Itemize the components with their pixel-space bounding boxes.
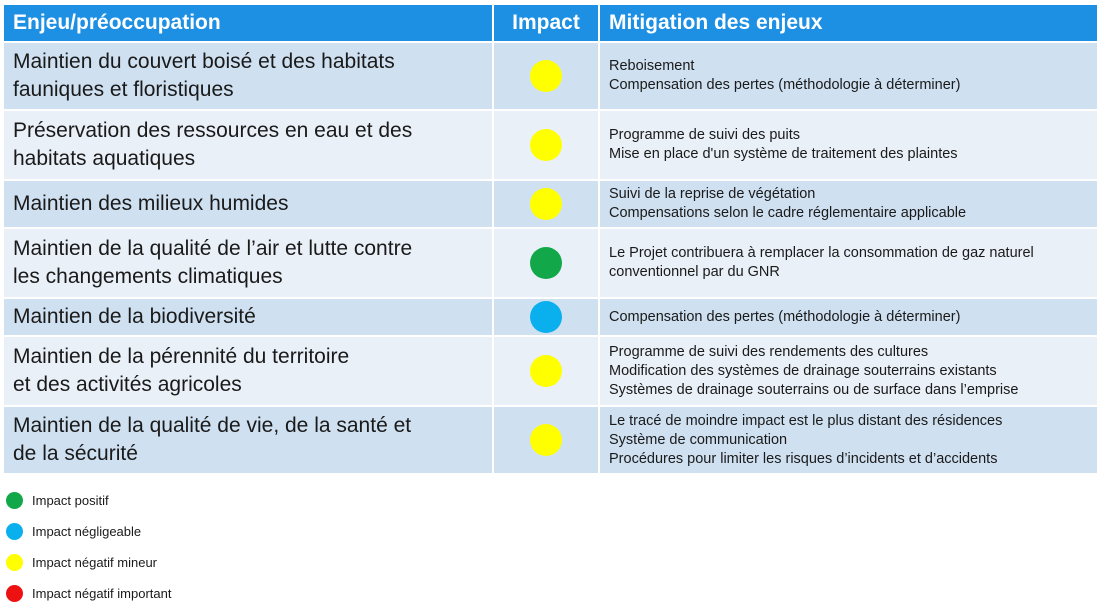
mitigation-line: Reboisement bbox=[609, 58, 695, 74]
impact-indicator-minor-negative bbox=[530, 60, 562, 92]
mitigation-line: Compensation des pertes (méthodologie à déterminer) bbox=[609, 308, 961, 325]
mitigation-cell bbox=[599, 110, 1098, 180]
legend-label: Impact positif bbox=[32, 493, 109, 508]
mitigation-line: Programme de suivi des puits bbox=[609, 127, 800, 143]
mitigation-line: Le Projet contribuera à remplacer la consommation de gaz naturel bbox=[609, 245, 1034, 261]
mitigation-line: Modification des systèmes de drainage souterrains existants bbox=[609, 362, 997, 379]
legend-item bbox=[6, 516, 171, 547]
legend-label: Impact négligeable bbox=[32, 524, 142, 539]
table-row bbox=[3, 336, 1098, 406]
legend bbox=[6, 485, 171, 609]
enjeu-line: de la sécurité bbox=[13, 442, 138, 465]
enjeu-line: Maintien des milieux humides bbox=[13, 192, 289, 215]
enjeu-cell bbox=[3, 110, 493, 180]
mitigation-line: Systèmes de drainage souterrains ou de surface dans l’emprise bbox=[609, 381, 1019, 398]
enjeu-cell bbox=[3, 406, 493, 474]
table-row bbox=[3, 180, 1098, 228]
header-mitigation: Mitigation des enjeux bbox=[599, 4, 1098, 42]
impact-cell bbox=[493, 298, 599, 336]
mitigation-line: Suivi de la reprise de végétation bbox=[609, 186, 816, 202]
enjeu-cell bbox=[3, 228, 493, 298]
enjeu-line: Maintien de la pérennité du territoire bbox=[13, 345, 350, 368]
impact-cell bbox=[493, 336, 599, 406]
table-row bbox=[3, 298, 1098, 336]
impact-cell bbox=[493, 180, 599, 228]
table-row bbox=[3, 110, 1098, 180]
header-impact: Impact bbox=[493, 4, 599, 42]
mitigation-line: Mise en place d'un système de traitement des plaintes bbox=[609, 146, 958, 162]
legend-label: Impact négatif mineur bbox=[32, 555, 158, 570]
mitigation-line: Programme de suivi des rendements des cultures bbox=[609, 343, 929, 360]
legend-dot-minor-negative bbox=[6, 554, 23, 571]
mitigation-line: Système de communication bbox=[609, 431, 788, 448]
table-row bbox=[3, 228, 1098, 298]
impact-indicator-minor-negative bbox=[530, 129, 562, 161]
enjeu-line: Maintien de la biodiversité bbox=[13, 305, 256, 328]
enjeu-line: fauniques et floristiques bbox=[13, 78, 234, 101]
legend-item bbox=[6, 547, 171, 578]
mitigation-cell bbox=[599, 336, 1098, 406]
legend-dot-major-negative bbox=[6, 585, 23, 602]
enjeu-line: habitats aquatiques bbox=[13, 147, 196, 170]
impact-cell bbox=[493, 228, 599, 298]
impact-table bbox=[2, 3, 1099, 475]
enjeu-line: Maintien du couvert boisé et des habitats bbox=[13, 50, 395, 73]
mitigation-line: Procédures pour limiter les risques d’incidents et d’accidents bbox=[609, 450, 998, 467]
mitigation-cell bbox=[599, 406, 1098, 474]
impact-cell bbox=[493, 406, 599, 474]
enjeu-cell bbox=[3, 336, 493, 406]
legend-label: Impact négatif important bbox=[32, 586, 172, 601]
enjeu-line: les changements climatiques bbox=[13, 265, 283, 288]
table-header-row bbox=[3, 4, 1098, 42]
impact-cell bbox=[493, 42, 599, 110]
legend-dot-positive bbox=[6, 492, 23, 509]
legend-item bbox=[6, 485, 171, 516]
enjeu-line: et des activités agricoles bbox=[13, 373, 242, 396]
enjeu-cell bbox=[3, 42, 493, 110]
table-body bbox=[3, 42, 1098, 474]
legend-dot-negligible bbox=[6, 523, 23, 540]
mitigation-cell bbox=[599, 180, 1098, 228]
mitigation-cell bbox=[599, 298, 1098, 336]
mitigation-cell bbox=[599, 228, 1098, 298]
mitigation-cell bbox=[599, 42, 1098, 110]
impact-indicator-minor-negative bbox=[530, 188, 562, 220]
enjeu-line: Maintien de la qualité de l’air et lutte contre bbox=[13, 237, 413, 260]
mitigation-line: Compensation des pertes (méthodologie à déterminer) bbox=[609, 77, 961, 93]
legend-item bbox=[6, 578, 171, 609]
enjeu-cell bbox=[3, 298, 493, 336]
impact-cell bbox=[493, 110, 599, 180]
impact-indicator-negligible bbox=[530, 301, 562, 333]
impact-indicator-positive bbox=[530, 247, 562, 279]
table-row bbox=[3, 406, 1098, 474]
impact-indicator-minor-negative bbox=[530, 424, 562, 456]
enjeu-cell bbox=[3, 180, 493, 228]
impact-indicator-minor-negative bbox=[530, 355, 562, 387]
mitigation-line: Compensations selon le cadre réglementaire applicable bbox=[609, 205, 967, 221]
mitigation-line: conventionnel par du GNR bbox=[609, 264, 780, 280]
enjeu-line: Maintien de la qualité de vie, de la santé et bbox=[13, 414, 412, 437]
enjeu-line: Préservation des ressources en eau et des bbox=[13, 119, 413, 142]
table-row bbox=[3, 42, 1098, 110]
mitigation-line: Le tracé de moindre impact est le plus distant des résidences bbox=[609, 412, 1003, 429]
header-enjeu: Enjeu/préoccupation bbox=[3, 4, 493, 42]
